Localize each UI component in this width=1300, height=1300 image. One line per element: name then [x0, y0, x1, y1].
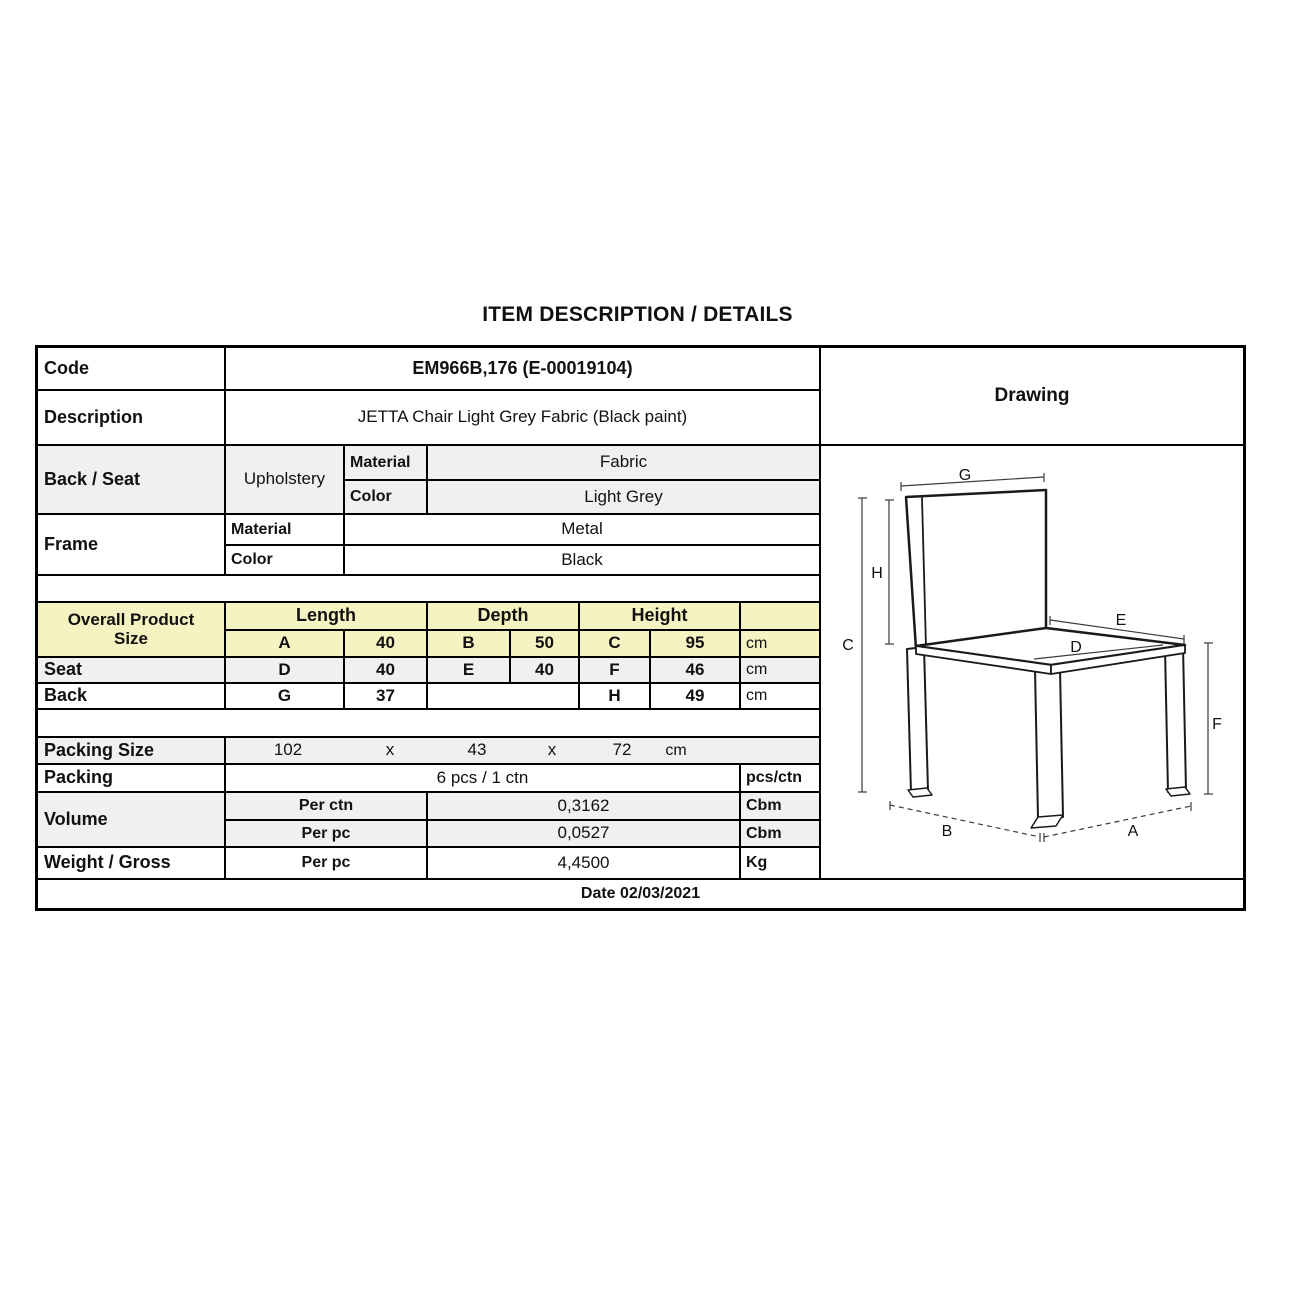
- weight-unit: Kg: [741, 848, 821, 880]
- chair-right-leg: [1165, 646, 1186, 792]
- dim-b-val: 50: [511, 631, 580, 658]
- backseat-material-value: Fabric: [428, 446, 821, 481]
- frame-color-label: Color: [226, 546, 345, 576]
- chair-rear-left-leg: [907, 647, 928, 793]
- dim-a-key: A: [226, 631, 345, 658]
- dim-a-val: 40: [345, 631, 428, 658]
- backseat-material-label: Material: [345, 446, 428, 481]
- volume-per-pc-value: 0,0527: [428, 821, 741, 848]
- dim-h-val: 49: [651, 684, 741, 710]
- description-value: JETTA Chair Light Grey Fabric (Black paint): [226, 391, 821, 446]
- dim-d-val: 40: [345, 658, 428, 684]
- dim-b-key: B: [428, 631, 511, 658]
- dim-line-b: [890, 805, 1040, 837]
- dim-d-key: D: [226, 658, 345, 684]
- dim-label-g: G: [958, 467, 972, 484]
- chair-back-panel: [906, 490, 1046, 649]
- dim-line-a: [1044, 806, 1191, 837]
- dim-label-e: E: [1115, 612, 1127, 629]
- overall-size-label-line2: Size: [113, 628, 149, 648]
- header-length: Length: [226, 603, 428, 631]
- back-unit: cm: [741, 684, 821, 710]
- chair-front-foot: [1031, 815, 1063, 828]
- code-label: Code: [38, 348, 226, 391]
- header-unit-blank: [741, 603, 821, 631]
- packing-size-unit: cm: [665, 741, 687, 759]
- code-value: EM966B,176 (E-00019104): [226, 348, 821, 391]
- frame-label: Frame: [38, 515, 226, 576]
- dim-c-key: C: [580, 631, 651, 658]
- description-label: Description: [38, 391, 226, 446]
- packing-value: 6 pcs / 1 ctn: [226, 765, 741, 793]
- packing-size-label: Packing Size: [38, 738, 226, 765]
- drawing-title: Drawing: [821, 348, 1243, 446]
- volume-per-pc-label: Per pc: [226, 821, 428, 848]
- packing-size-x2: x: [547, 740, 557, 760]
- chair-front-leg: [1035, 669, 1063, 819]
- frame-color-value: Black: [345, 546, 821, 576]
- backseat-color-label: Color: [345, 481, 428, 515]
- dim-c-val: 95: [651, 631, 741, 658]
- back-row-blank: [428, 684, 580, 710]
- chair-drawing: [821, 446, 1243, 880]
- back-row-label: Back: [38, 684, 226, 710]
- dim-e-key: E: [428, 658, 511, 684]
- dim-line-g: [901, 477, 1044, 486]
- drawing-cell: [821, 348, 1243, 880]
- upholstery-label: Upholstery: [226, 446, 345, 515]
- volume-per-ctn-value: 0,3162: [428, 793, 741, 821]
- dim-label-h: H: [871, 565, 883, 582]
- weight-value: 4,4500: [428, 848, 741, 880]
- frame-material-label: Material: [226, 515, 345, 546]
- spec-table: [35, 345, 1246, 911]
- packing-size-v3: 72: [612, 740, 632, 760]
- backseat-color-value: Light Grey: [428, 481, 821, 515]
- dim-g-val: 37: [345, 684, 428, 710]
- packing-unit: pcs/ctn: [741, 765, 821, 793]
- dim-h-key: H: [580, 684, 651, 710]
- header-height: Height: [580, 603, 741, 631]
- spacer-row-1: [38, 576, 821, 603]
- seat-row-label: Seat: [38, 658, 226, 684]
- volume-per-ctn-unit: Cbm: [741, 793, 821, 821]
- spacer-row-2: [38, 710, 821, 738]
- dim-label-c: C: [842, 637, 854, 654]
- back-seat-label: Back / Seat: [38, 446, 226, 515]
- dim-label-b: B: [941, 823, 953, 840]
- page-title: ITEM DESCRIPTION / DETAILS: [482, 303, 793, 326]
- dim-f-key: F: [580, 658, 651, 684]
- packing-size-value: [226, 738, 821, 765]
- overall-size-label-line1: Overall Product: [67, 610, 195, 630]
- dim-e-val: 40: [511, 658, 580, 684]
- volume-per-pc-unit: Cbm: [741, 821, 821, 848]
- date-row: Date 02/03/2021: [580, 885, 701, 903]
- dim-label-d: D: [1070, 639, 1082, 656]
- chair-rear-left-foot: [908, 788, 932, 797]
- volume-per-ctn-label: Per ctn: [226, 793, 428, 821]
- overall-unit: cm: [741, 631, 821, 658]
- frame-material-value: Metal: [345, 515, 821, 546]
- packing-label: Packing: [38, 765, 226, 793]
- weight-label: Weight / Gross: [38, 848, 226, 880]
- dim-label-a: A: [1127, 823, 1139, 840]
- header-depth: Depth: [428, 603, 580, 631]
- packing-size-v1: 102: [273, 740, 303, 760]
- seat-unit: cm: [741, 658, 821, 684]
- weight-per-label: Per pc: [226, 848, 428, 880]
- dim-f-val: 46: [651, 658, 741, 684]
- volume-label: Volume: [38, 793, 226, 848]
- dim-g-key: G: [226, 684, 345, 710]
- chair-right-foot: [1166, 787, 1190, 796]
- packing-size-x1: x: [385, 740, 395, 760]
- packing-size-v2: 43: [467, 740, 487, 760]
- dim-label-f: F: [1212, 716, 1222, 733]
- overall-size-label: [38, 603, 226, 658]
